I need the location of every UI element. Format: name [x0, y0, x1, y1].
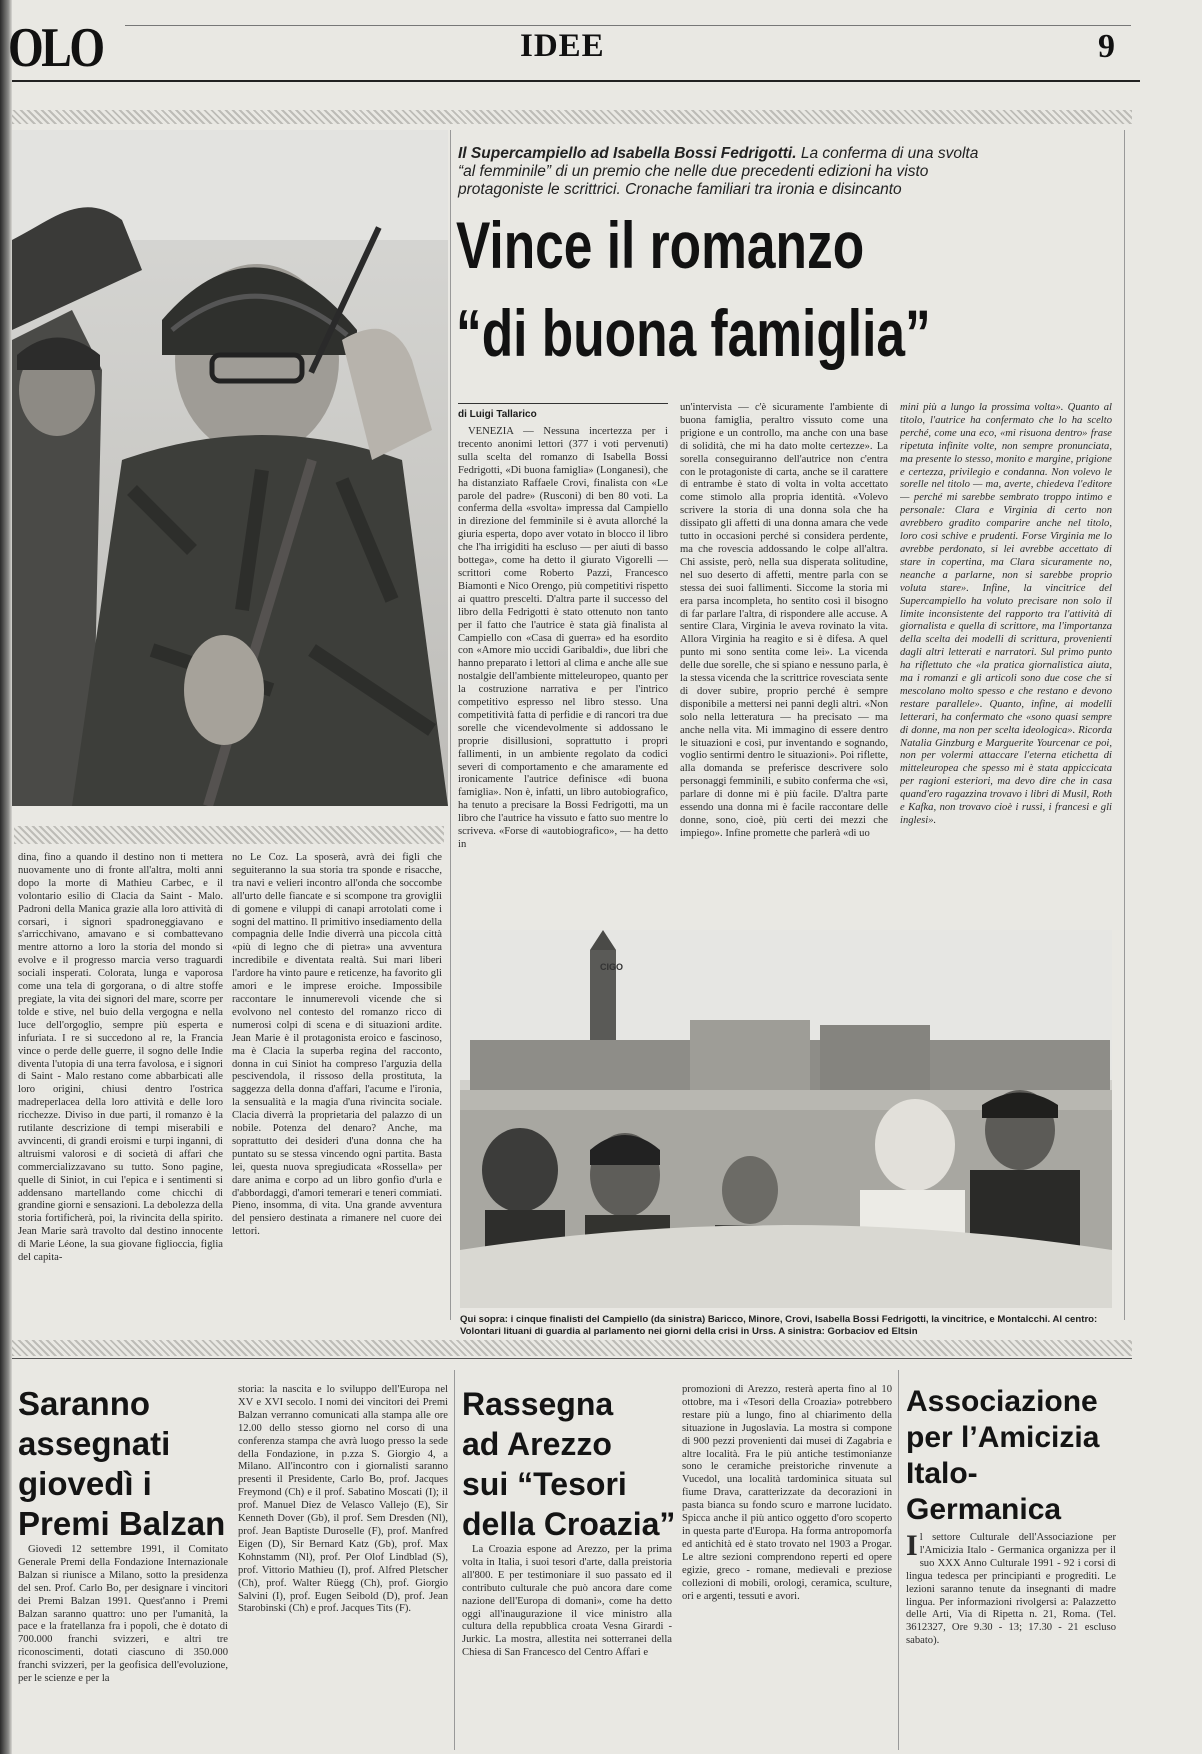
finalists-photo [460, 930, 1112, 1308]
lead-headline-line2: “di buona famiglia” [456, 296, 931, 370]
lead-kicker-bold: Il Supercampiello ad Isabella Bossi Fedrigotti. [458, 145, 797, 162]
bottom-hatch-band [12, 1340, 1132, 1356]
masthead-rule [12, 80, 1140, 82]
lead-column-1-text: VENEZIA — Nessuna incertezza per i trecento anonimi lettori (377 i voti pervenuti) sulla scelta del romanzo di Isabella Bossi Fedrigotti, «Di buona famiglia» (Longanesi), che ha distanziato Raffaele Crovi, finalista con «Le parole del padre» (Rusconi) di ben 80 voti. La conferma della «svolta» impressa dal Campiello in direzione del femminile si è avuta allorché la giuria esperta, dopo aver votato in blocco il libro che l'ha irrigiditi ha escluso — per aiuti di basso bottega», come ha detto il giurato Vigorelli — scrittori come Roberto Pazzi, Francesco Biamonti e Nico Orengo, più competitivi rispetto ai quattro prescelti. D'altra parte il successo del libro della Fedrigotti è stato ottenuto non tanto per il fatto che l'autrice è stata già finalista al Campiello con «Casa di guerra» ed ha esordito con «Amore mio uccidi Garibaldi», due libri che hanno preparato i lettori al clima e anche alle sue nostalgie dell'ambiente mitteleuropeo, quanto per la costruzione narrativa e per l'intrico competitivo espresso nel libro stesso. Una competitività fatta di perfidie e di rancori tra due sorelle che vicendevolmente si addossano le proprie disillusioni, soprattutto i propri fallimenti, in un ambiente regolato da codici severi di comportamento e che amaramente ed ironicamente l'autrice definisce «di buona famiglia». Non è, infatti, un libro autobiografico, ha tenuto a precisare la Bossi Fedrigotti, ma un libro che l'autrice ha vissuto e fatto suo mentre lo scriveva. «Forse di «autobiografico», — ha detto in [458, 426, 668, 850]
amicizia-headline-line: Associazione [906, 1385, 1098, 1418]
lead-kicker-text: La conferma di una svolta “al femminile” di un premio che nelle due precedenti edizioni ha visto protagoniste le scrittrici. Cronache familiari tra ironia e disincanto [458, 145, 979, 198]
masthead-hatch-band [12, 110, 1132, 124]
amicizia-headline-line: Germanica [906, 1493, 1062, 1526]
left-feature-column-2 [232, 852, 442, 1320]
photo-agency-sign: CIGO [600, 962, 624, 972]
soldier-photo [12, 130, 448, 806]
arezzo-headline-line: della Croazia” [462, 1506, 676, 1542]
left-feature-column-2-text: no Le Coz. La sposerà, avrà dei figli che seguiteranno la sua storia tra sponde e risacche, tra navi e velieri incontro all'onda che soccombe all'urto delle fiancate e si scompone tra groviglii di gomene e viluppi di canapi arrotolati come i sogni del mattino. Il primitivo insediamento della compagnia delle Indie diverrà una piccola città «più di legno che di pietra» una avventura incredibile e diventata realtà. Sui mari liberi l'ardore ha vinto paure e reticenze, ha favorito gli amori e le imprese eroiche. Impossibile raccontare le innumerevoli vicende che si evolvono nel contesto del romanzo ricco di numerosi colpi di scena e di situazioni ardite. Jean Marie è il protagonista eroico e fascinoso, ma è Clacia la superba regina del racconto, donna in cui Siniot ha compreso l'arguzia della pescivendola, il rissoso della prostituta, la saggezza della donna d'affari, l'acume e l'ironia, la sensualità e la magia d'una rivincita sociale. Clacia diverrà la proprietaria del palazzo di un nobile. Potenza del denaro? Anche, ma soprattutto dei desideri d'una donna che ha puntato su se stessa vincendo ogni partita. Basta lei, questa nuova spregiudicata «Rossella» per dare anima e corpo ad un libro gonfio d'urla e d'abbordaggi, d'amori temerari e teneri commiati. Pieno, insomma, di vita. Una grande avventura del pensiero destinata a rimanere nel cuore dei lettori. [232, 852, 442, 1238]
balzan-headline-line: assegnati [18, 1425, 171, 1462]
arezzo-headline [462, 1384, 676, 1544]
amicizia-dropcap: I [906, 1532, 918, 1562]
arezzo-headline-line: ad Arezzo [462, 1426, 612, 1462]
balzan-headline-line: Premi Balzan [18, 1505, 226, 1542]
left-feature-column-1-text: dina, fino a quando il destino non ti mettera nuovamente uno di fronte all'altra, molti anni dopo la morte di Mathieu Carbec, e il volontario esilio di Clacia da Saint - Malo. Padroni della Manica grazie alla loro attività di corsari, i signori spadroneggiavano e s'arricchivano, amavano e si combattevano mentre attorno a loro la storia del mondo si evolve e il progresso marcia verso traguardi sociali insperati. Colorata, lunga e vaporosa come una tela di gorgorana, o di altre stoffe pregiate, la vita dei signori del mare, scorre per tolde e stive, nel buio della vergogna e nella luce dell'orgoglio, sempre più esperta e infuriata. I re si succedono al re, la Francia vince o perde delle guerre, il sogno delle Indie diventa l'utopia di una terra favolosa, e i signori di Saint - Malo restano come abbarbicati alle loro origini, chiusi dentro l'ostrica madreperlacea della loro attività e delle loro ricchezze. Diviso in due parti, il romanzo è la rutilante descrizione di tempi miserabili e avvincenti, di grandi eroismi e turpi inganni, di altruismi valorosi e di società di affari che commercializzavano su tutto. Sono pagine, quelle di Siniot, in cui l'epica e i sentimenti si addensano martellando come chicchi di grandine giorni e sensazioni. La debolezza della storia fortificherà, poi, la rivincita della spirito. Jean Marie sarà travolto dal destino innocente di Marie Léone, la sua giovane figlioccia, figlia del capita- [18, 852, 223, 1264]
balzan-column-2-text: storia: la nascita e lo sviluppo dell'Europa nel XV e XVI secolo. I nomi dei vincitori dei Premi Balzan verranno comunicati alla stampa alle ore 12.00 dello stesso giorno nel corso di una conferenza stampa che avrà luogo presso la sede della Fondazione, in p.zza S. Giorgio 4, a Milano. All'incontro con i giornalisti saranno presenti il Presidente, Carlo Bo, prof. Jacques Freymond (Ch) e il prof. Sabatino Moscati (I); il prof. Manuel Diez de Velasco Vallejo (E), Sir Kenneth Dover (Gb), il prof. Sem Dresden (Nl), prof. Jean Baptiste Duroselle (F), prof. Manfred Eigen (D), Sir Bernard Katz (Gb), prof. Max Kohnstamm (Nl), prof. Per Olof Lindblad (S), prof. Vittorio Mathieu (I), prof. Alfred Pletscher (Ch), prof. Walter Rüegg (Ch), prof. Giorgio Salvini (I), prof. Eugen Seibold (D), prof. Jean Starobinski (Ch) e prof. Jacques Tits (F). [238, 1384, 448, 1615]
photo-caption: Qui sopra: i cinque finalisti del Campiello (da sinistra) Baricco, Minore, Crovi, Isabella Bossi Fedrigotti, la vincitrice, e Montalcchi. Al centro: Volontari lituani di guardia al parlamento nei giorni della crisi in Urss. A sinistra: Gorbaciov ed Eltsin [460, 1314, 1098, 1337]
masthead-logo-fragment: OLO [8, 17, 103, 79]
masthead-rule-top [125, 25, 1131, 26]
amicizia-headline [906, 1384, 1126, 1528]
bottom-divider-1 [454, 1370, 455, 1750]
left-feature-column-1 [18, 852, 223, 1320]
balzan-column-1 [18, 1544, 228, 1744]
column-divider-1 [450, 130, 451, 1320]
arezzo-column-1-text: La Croazia espone ad Arezzo, per la prima volta in Italia, i suoi tesori d'arte, dalla preistoria all'800. E per testimoniare il suo passato ed il contributo culturale che può ancora dare come nazione dell'Europa di domani», come ha detto oggi all'inaugurazione il vice ministro alla cultura della repubblica croata Vesna Girardi - Jurkic. La mostra, allestita nei sotterranei della Chiesa di San Francesco del Centro Affari e [462, 1544, 672, 1659]
bottom-rule [12, 1358, 1132, 1359]
lead-headline-line1: Vince il romanzo [456, 208, 865, 282]
left-feature-hatch [14, 826, 444, 844]
arezzo-headline-line: Rassegna [462, 1386, 614, 1422]
column-divider-right [1124, 130, 1125, 1320]
balzan-headline [18, 1384, 228, 1544]
page-number: 9 [1098, 28, 1115, 65]
balzan-column-1-text: Giovedì 12 settembre 1991, il Comitato Generale Premi della Fondazione Internazionale Balzan si riunisce a Milano, sotto la presidenza del sen. Prof. Carlo Bo, per designare i vincitori dei Premi Balzan 1991. Quest'anno i Premi Balzan saranno quattro: uno per l'umanità, la pace e la fratellanza fra i popoli, che è dotato di 700.000 franchi svizzeri, e altri tre riconoscimenti, dotati ciascuno di 350.000 franchi svizzeri, per la geofisica dell'evoluzione, per le scienze e per la [18, 1544, 228, 1685]
amicizia-headline-line: per l’Amicizia [906, 1421, 1100, 1454]
lead-column-3 [900, 402, 1112, 916]
lead-column-1 [458, 426, 668, 916]
arezzo-column-2 [682, 1384, 892, 1744]
amicizia-headline-line: Italo- [906, 1457, 978, 1490]
byline: di Luigi Tallarico [458, 409, 537, 420]
arezzo-column-1 [462, 1544, 672, 1744]
amicizia-body-text: l settore Culturale dell'Associazione per l'Amicizia Italo - Germanica organizza per il suo XXX Anno Culturale 1991 - 92 i corsi di lingua tedesca per principianti e progrediti. Le lezioni saranno tenute da insegnanti di madre lingua. Per informazioni rivolgersi a: Palazzetto delle Arti, Via di Ripetta n. 21, Roma. (Tel. 3612327, Ore 9.30 - 13; 17.30 - 21 escluso sabato). [906, 1532, 1116, 1647]
balzan-headline-line: Saranno [18, 1385, 151, 1422]
amicizia-body [906, 1532, 1116, 1744]
byline-rule [458, 403, 668, 404]
bottom-divider-2 [898, 1370, 899, 1750]
balzan-column-2 [238, 1384, 448, 1744]
lead-column-3-text: mini più a lungo la prossima volta». Quanto al titolo, l'autrice ha confermato che lo ha scelto perché, come una eco, «mi risuona dentro» frase ripetuta infinite volte, non sempre pronunciata, ma presente lo stesso, monito e margine, prigione e certezza, privilegio e condanna. Non volevo le sorelle nel titolo — ma, averte, chiedeva l'editore — perché mi sarebbe sembrato troppo intimo e personale: Clara e Virginia di certo non avrebbero gradito comparire anche nel titolo, loro così schive e prudenti. Forse Virginia me lo avrebbe perdonato, si lei avrebbe accettato di stare in copertina, ma Clara sicuramente no, neanche a parlarne, non si sarebbe proprio voluta stare». Infine, la vincitrice del Supercampiello ha voluto precisare non solo il limite inconsistente del rapporto tra l'attività di giornalista e quella di scrittore, ma l'importanza della scelta dei modelli di scrittura, provenienti dagli altri letterati e narratori. Sul primo punto ha riflettuto che «la pratica giornalistica aiuta, ma i romanzi e gli articoli sono due cose che si mescolano molto spesso e che restano e devono restare parallele». Quanto, infine, ai modelli letterari, ha confermato che «sono quasi sempre di donne, ma non per scelta ideologica». Ricorda Natalia Ginzburg e Marguerite Yourcenar ce poi, non per volermi attaccare l'eterna etichetta di mitteleuropea che spesso mi è stata appiccicata per ragioni esteriori, ma devo dire che in casa quand'ero ragazzina trovavo i libri di Musil, Roth e Kafka, non trovavo cioè i russi, i francesi e gli inglesi». [900, 402, 1112, 826]
soldier-photo-art [12, 130, 448, 806]
balzan-headline-line: giovedì i [18, 1465, 152, 1502]
page-binding-shadow [0, 0, 12, 1754]
section-title: IDEE [520, 28, 605, 64]
arezzo-column-2-text: promozioni di Arezzo, resterà aperta fino al 10 ottobre, ma i «Tesori della Croazia» potrebbero restare più a lungo, fino al chiarimento della situazione in Jugoslavia. La mostra si compone di 900 pezzi provenienti dai musei di Zagabria e altre località. Fra le più antiche testimonianze sono le ceramiche preistoriche rinvenute a Vucedol, una località tardominica situata sul fiume Drava, caratterizzate da decorazioni in pasta bianca su fondo scuro e marrone lucidato. Spicca anche il più antico oggetto d'oro scoperto in questa parte d'Europa. Ha forma antropomorfa ed antichità ed è stato trovato nel 1903 a Progar. Le altre sezioni comprendono reperti ed opere egizie, greco - romane, medievali e preziose collezioni di mobili, orologi, ceramica, sculture, ori e argenti, tessuti e avori. [682, 1384, 892, 1602]
lead-column-2 [680, 402, 888, 916]
arezzo-headline-line: sui “Tesori [462, 1466, 627, 1502]
finalists-photo-art [460, 930, 1112, 1308]
lead-kicker [458, 145, 998, 199]
lead-column-2-text: un'intervista — c'è sicuramente l'ambiente di buona famiglia, peraltro vissuto come una prigione e un controllo, ma anche con una base di solidità, che mi ha dato molte certezze». La sorella conseguiranno dell'autrice non c'entra con le protagoniste di carta, anche se il carattere di entrambe è stato di volta in volta accettato come stimolo alla propria identità. «Volevo scrivere la storia di una donna sola che ha dissipato gli affetti di una donna amara che vede tutto in occasioni perché si considera perdente, ma che rovescia addossando le colpe all'altra. Chi assiste, però, nella sua disperata solitudine, nel suo deserto di affetti, mentre parla con se stessa dei suoi fallimenti. Siccome la storia mi era parsa incompleta, ho sentito così il bisogno di far parlare l'altra, di rispondere alle accuse. A sentire Clara, Virginia le aveva rovinato la vita. Allora Virginia ha reagito e si è difesa. A quel punto mi sono sentita come lei». La vicenda delle due sorelle, che si spiano e nessuno parla, è la stessa vicenda che la scrittrice rovesciata sente di dover subire, proprio perché è sempre disponibile a mettersi nei panni degli altri. «Non solo nella letteratura — ha precisato — ma anche nella vita. Mi immagino di essere dentro le situazioni e così, pur inventando e sognando, voglio sentirmi dentro le situazioni». Poi riflette, alla domanda se preferisce descrivere solo personaggi femminili, e subito conferma che «sì, parlare di donne mi è più facile. D'altra parte essendo una donna mi è facile raccontare delle donne, sono, cioè, più certi dei mezzi che impiego». Infine promette che parlerà «di uo [680, 402, 888, 839]
